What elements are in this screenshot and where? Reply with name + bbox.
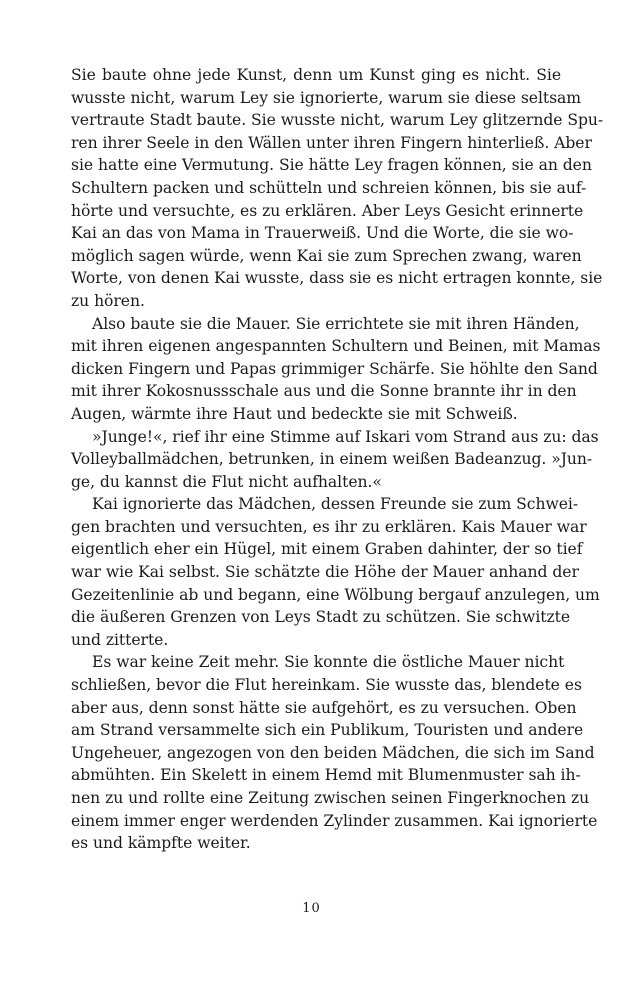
text-line: am Strand versammelte sich ein Publikum, Touristen und andere	[71, 721, 584, 740]
text-line: war wie Kai selbst. Sie schätzte die Höhe der Mauer anhand der	[71, 563, 579, 582]
text-line: mit ihrer Kokosnussschale aus und die Sonne brannte ihr in den	[71, 382, 577, 401]
paragraph	[71, 426, 599, 494]
text-line: Sie baute ohne jede Kunst, denn um Kunst ging es nicht. Sie	[71, 66, 561, 84]
text-line: einem immer enger werdenden Zylinder zusammen. Kai ignorierte	[71, 811, 598, 830]
text-line: gen brachten und versuchten, es ihr zu erklären. Kais Mauer war	[71, 517, 587, 536]
text-line: Kai an das von Mama in Trauerweiß. Und die Worte, die sie wo-	[71, 224, 574, 243]
text-line: wusste nicht, warum Ley sie ignorierte, warum sie diese seltsam	[71, 88, 582, 107]
paragraph	[71, 313, 601, 426]
text-line: Augen, wärmte ihre Haut und bedeckte sie mit Schweiß.	[71, 404, 518, 423]
text-line: Volleyballmädchen, betrunken, in einem weißen Badeanzug. »Jun-	[71, 450, 593, 469]
text-line: möglich sagen würde, wenn Kai sie zum Sprechen zwang, waren	[71, 246, 582, 265]
text-line: es und kämpfte weiter.	[71, 834, 251, 853]
paragraph	[71, 64, 604, 313]
paragraph	[71, 493, 600, 651]
text-line: Kai ignorierte das Mädchen, dessen Freunde sie zum Schwei-	[92, 495, 579, 514]
text-line: zu hören.	[71, 291, 145, 310]
text-line: vertraute Stadt baute. Sie wusste nicht, warum Ley glitzernde Spu-	[71, 111, 604, 130]
text-line: hörte und versuchte, es zu erklären. Aber Leys Gesicht erinnerte	[71, 201, 584, 220]
text-line: »Junge!«, rief ihr eine Stimme auf Iskari vom Strand aus zu: das	[92, 427, 599, 446]
text-line: mit ihren eigenen angespannten Schultern und Beinen, mit Mamas	[71, 337, 601, 356]
text-line: Also baute sie die Mauer. Sie errichtete sie mit ihren Händen,	[92, 314, 580, 333]
page-number: 10	[302, 901, 321, 916]
body-text	[71, 64, 604, 855]
text-line: nen zu und rollte eine Zeitung zwischen seinen Fingerknochen zu	[71, 789, 590, 807]
paragraph	[71, 651, 598, 854]
text-line: sie hatte eine Vermutung. Sie hätte Ley fragen können, sie an den	[71, 156, 592, 175]
text-line: schließen, bevor die Flut hereinkam. Sie wusste das, blendete es	[71, 676, 582, 695]
text-line: dicken Fingern und Papas grimmiger Schärfe. Sie höhlte den Sand	[71, 359, 598, 378]
text-line: ren ihrer Seele in den Wällen unter ihren Fingern hinterließ. Aber	[71, 133, 592, 152]
text-line: und zitterte.	[71, 630, 169, 649]
text-line: Schultern packen und schütteln und schreien können, bis sie auf-	[71, 178, 587, 197]
text-line: Gezeitenlinie ab und begann, eine Wölbung bergauf anzulegen, um	[71, 585, 600, 604]
text-line: Worte, von denen Kai wusste, dass sie es nicht ertragen konnte, sie	[71, 269, 603, 288]
text-line: Es war keine Zeit mehr. Sie konnte die östliche Mauer nicht	[92, 653, 565, 672]
text-line: aber aus, denn sonst hätte sie aufgehört, es zu versuchen. Oben	[71, 698, 577, 717]
text-line: die äußeren Grenzen von Leys Stadt zu schützen. Sie schwitzte	[71, 608, 571, 627]
text-line: ge, du kannst die Flut nicht aufhalten.«	[71, 472, 382, 491]
text-line: abmühten. Ein Skelett in einem Hemd mit Blumenmuster sah ih-	[71, 766, 581, 785]
text-line: Ungeheuer, angezogen von den beiden Mädchen, die sich im Sand	[71, 743, 595, 762]
text-line: eigentlich eher ein Hügel, mit einem Graben dahinter, der so tief	[71, 540, 583, 559]
